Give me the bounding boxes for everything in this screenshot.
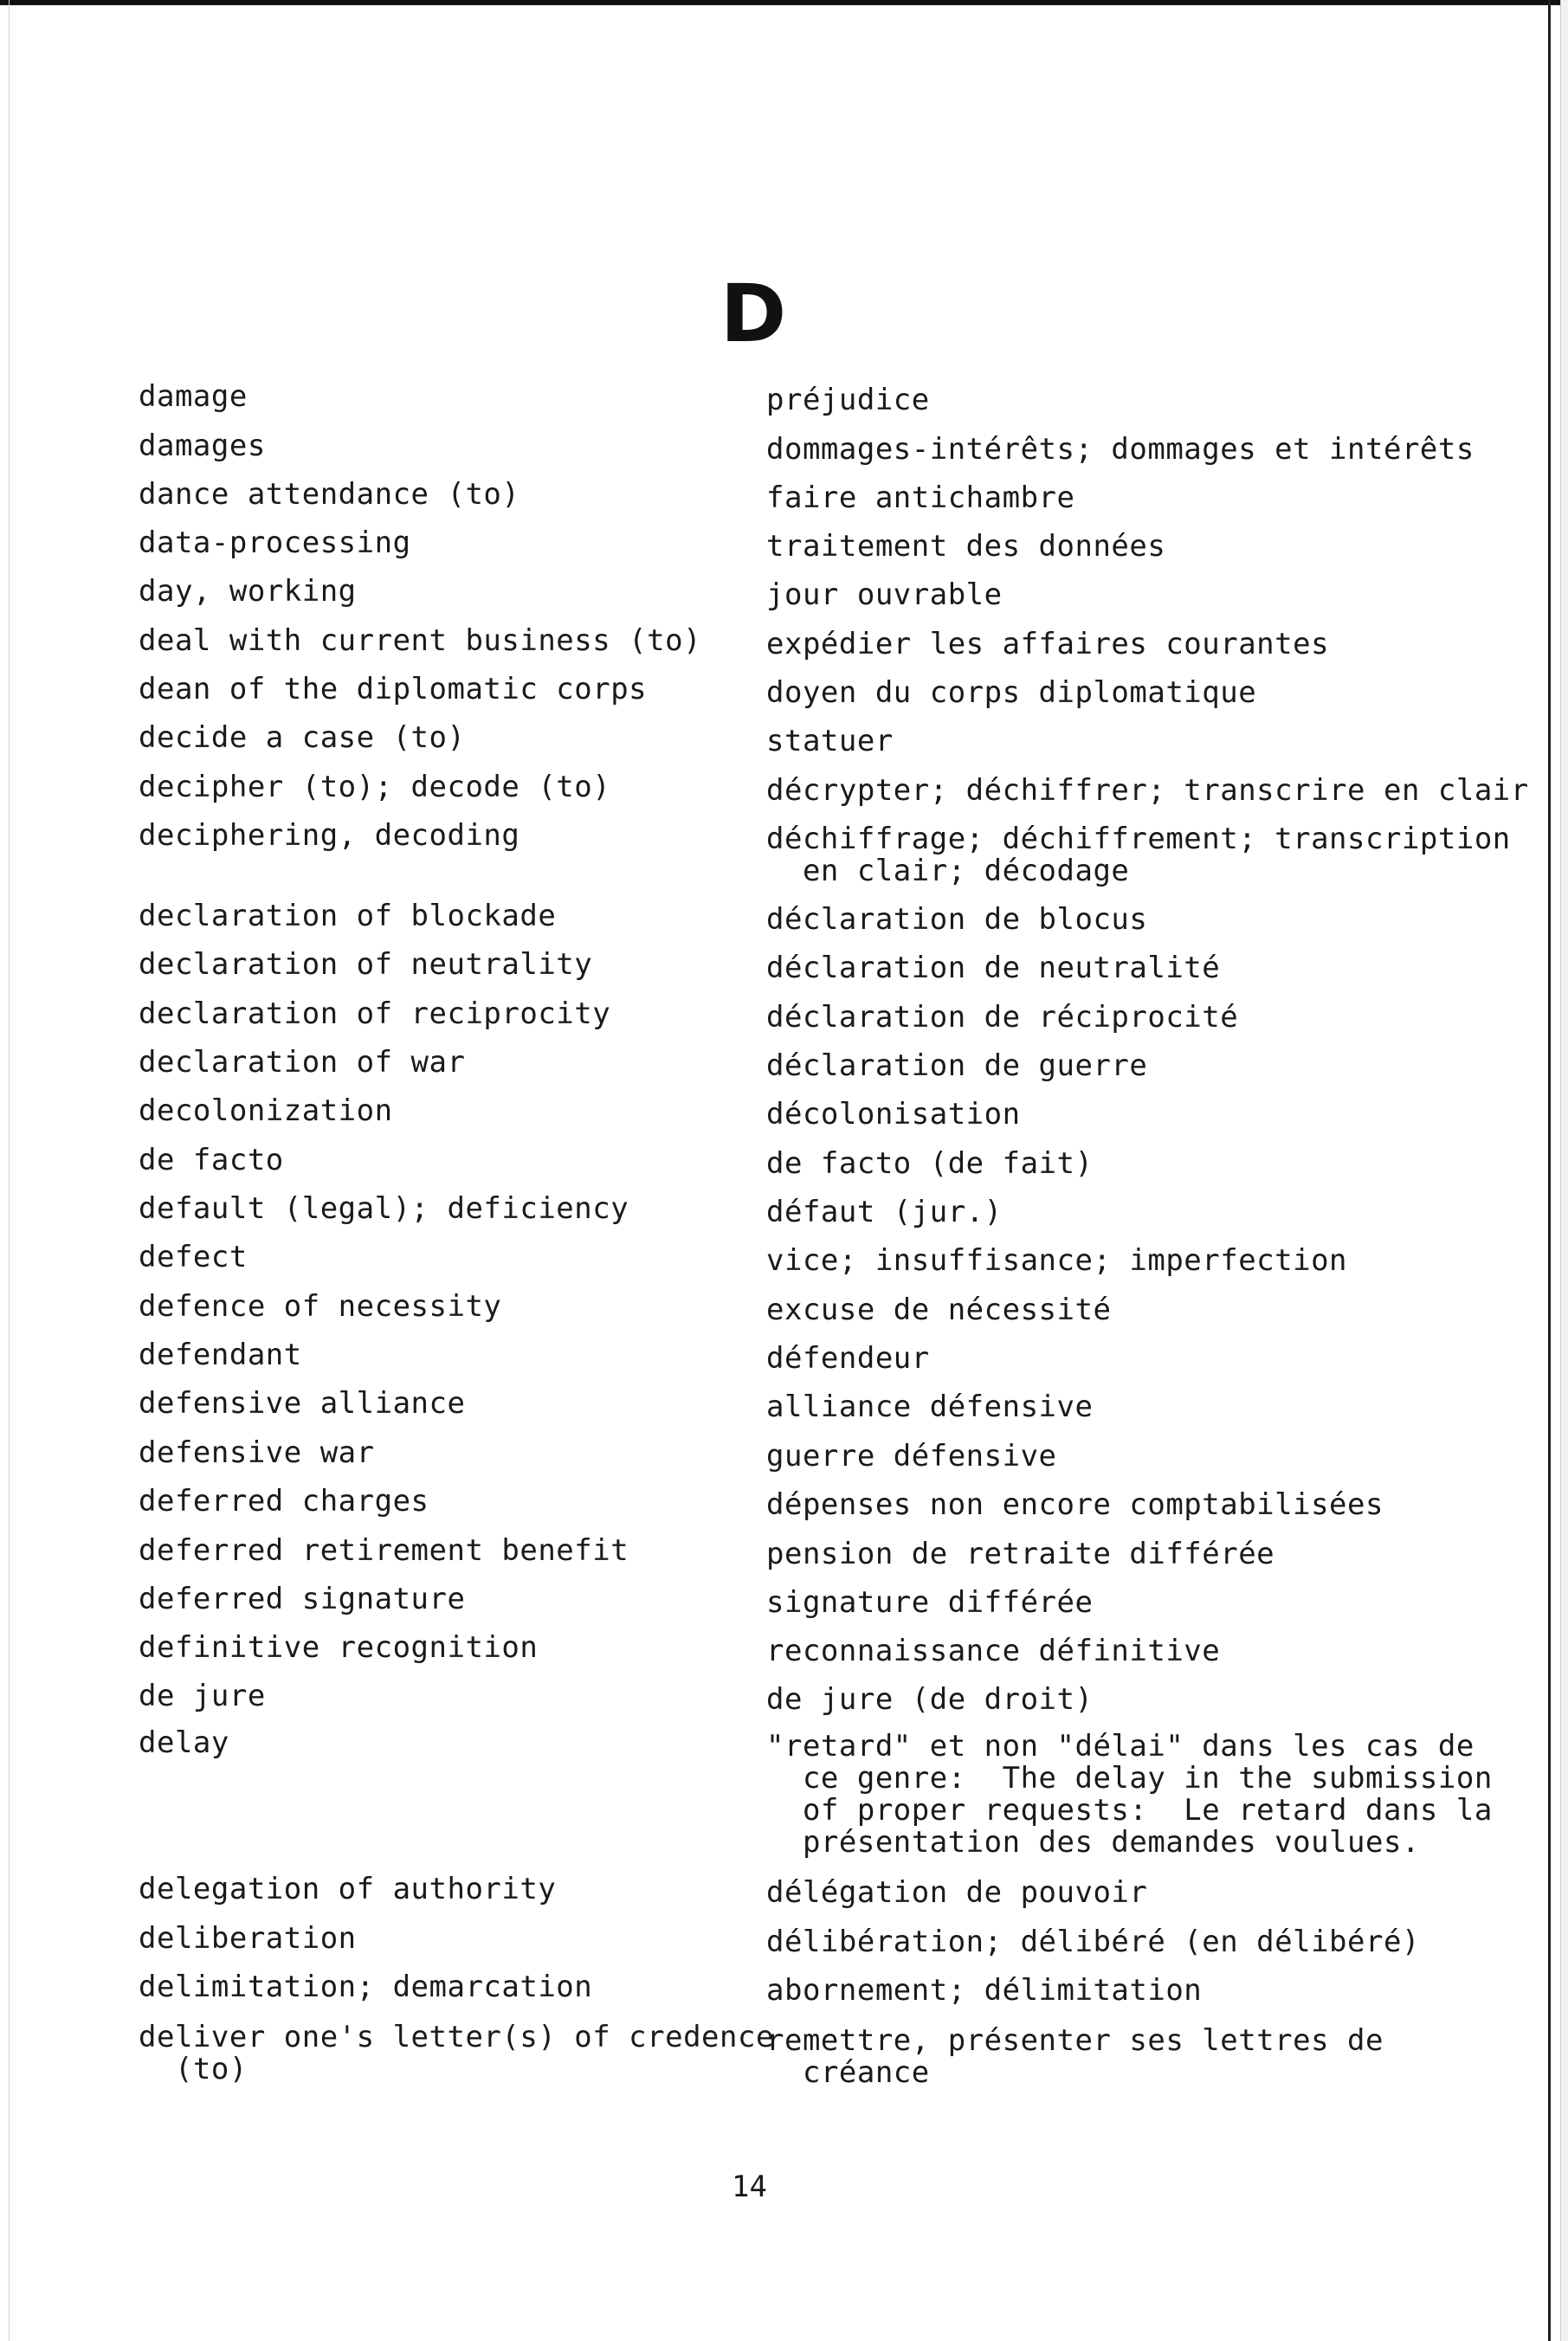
entry-french-translation: alliance défensive [766, 1390, 1094, 1424]
entry-english-term: deferred signature [139, 1582, 466, 1616]
scan-top-border [0, 0, 1568, 5]
entry-english-term: dean of the diplomatic corps [139, 672, 648, 706]
entry-french-translation: déchiffrage; déchiffrement; transcription en clair; décodage [766, 822, 1511, 888]
entry-french-translation: abornement; délimitation [766, 1973, 1203, 2008]
entry-french-translation: décolonisation [766, 1097, 1021, 1132]
entry-english-term: declaration of neutrality [139, 947, 593, 982]
entry-french-translation: déclaration de neutralité [766, 951, 1221, 985]
entry-english-term: decipher (to); decode (to) [139, 770, 611, 804]
entry-french-translation: vice; insuffisance; imperfection [766, 1243, 1348, 1278]
entry-english-term: deferred charges [139, 1484, 429, 1519]
entry-french-translation: guerre défensive [766, 1439, 1057, 1474]
entry-french-translation: remettre, présenter ses lettres de créance [766, 2023, 1384, 2090]
page-number: 14 [732, 2170, 767, 2204]
entry-french-translation: dommages-intérêts; dommages et intérêts [766, 432, 1474, 467]
entry-english-term: de facto [139, 1143, 284, 1177]
entry-french-translation: excuse de nécessité [766, 1293, 1112, 1327]
entry-french-translation: délibération; délibéré (en délibéré) [766, 1925, 1420, 1959]
entry-english-term: deliberation [139, 1921, 357, 1956]
entry-english-term: data-processing [139, 526, 411, 560]
entry-english-term: delimitation; demarcation [139, 1970, 593, 2004]
entry-french-translation: déclaration de blocus [766, 902, 1148, 937]
entry-french-translation: doyen du corps diplomatique [766, 675, 1257, 710]
entry-french-translation: dépenses non encore comptabilisées [766, 1487, 1384, 1522]
entry-english-term: defendant [139, 1338, 302, 1372]
entry-english-term: deciphering, decoding [139, 818, 520, 853]
entry-french-translation: traitement des données [766, 529, 1166, 564]
entry-english-term: declaration of reciprocity [139, 996, 611, 1031]
entry-french-translation: décrypter; déchiffrer; transcrire en clair [766, 773, 1529, 808]
entry-french-translation: expédier les affaires courantes [766, 627, 1330, 661]
entry-english-term: defensive war [139, 1435, 375, 1470]
entry-english-term: declaration of war [139, 1045, 466, 1080]
entry-french-translation: de jure (de droit) [766, 1682, 1094, 1717]
entry-french-translation: préjudice [766, 383, 930, 417]
entry-english-term: damages [139, 429, 266, 463]
entry-french-translation: pension de retraite différée [766, 1537, 1275, 1571]
entry-english-term: defensive alliance [139, 1386, 466, 1421]
entry-french-translation: "retard" et non "délai" dans les cas de ce genre: The delay in the submission of proper requests: Le retard dans la présentation des demandes voulues. [766, 1729, 1493, 1860]
entry-french-translation: délégation de pouvoir [766, 1875, 1148, 1910]
section-letter-heading: D [719, 268, 787, 360]
entry-french-translation: faire antichambre [766, 480, 1075, 515]
entry-english-term: deal with current business (to) [139, 623, 702, 658]
entry-english-term: definitive recognition [139, 1630, 539, 1665]
entry-french-translation: jour ouvrable [766, 577, 1003, 612]
entry-english-term: day, working [139, 574, 357, 609]
entry-english-term: declaration of blockade [139, 899, 557, 933]
entry-english-term: deferred retirement benefit [139, 1533, 629, 1568]
entry-english-term: damage [139, 379, 248, 414]
entry-english-term: decide a case (to) [139, 720, 466, 755]
entry-french-translation: de facto (de fait) [766, 1146, 1094, 1181]
entry-french-translation: défaut (jur.) [766, 1195, 1003, 1229]
entry-french-translation: déclaration de guerre [766, 1048, 1148, 1083]
entry-english-term: delegation of authority [139, 1872, 557, 1906]
entry-english-term: defence of necessity [139, 1289, 502, 1324]
entry-english-term: deliver one's letter(s) of credence (to) [139, 2020, 774, 2086]
entry-english-term: dance attendance (to) [139, 477, 520, 512]
entry-english-term: de jure [139, 1679, 266, 1713]
scan-right-border [1548, 0, 1551, 2341]
entry-english-term: delay [139, 1725, 229, 1760]
entry-english-term: default (legal); deficiency [139, 1191, 629, 1226]
entry-french-translation: reconnaissance définitive [766, 1634, 1221, 1668]
entry-french-translation: signature différée [766, 1585, 1094, 1620]
entry-french-translation: statuer [766, 724, 894, 758]
entry-english-term: defect [139, 1240, 248, 1274]
entry-english-term: decolonization [139, 1093, 393, 1128]
scan-left-edge [9, 0, 10, 2341]
entry-french-translation: défendeur [766, 1341, 930, 1376]
scan-right-edge [1560, 0, 1568, 2341]
entry-french-translation: déclaration de réciprocité [766, 1000, 1239, 1035]
